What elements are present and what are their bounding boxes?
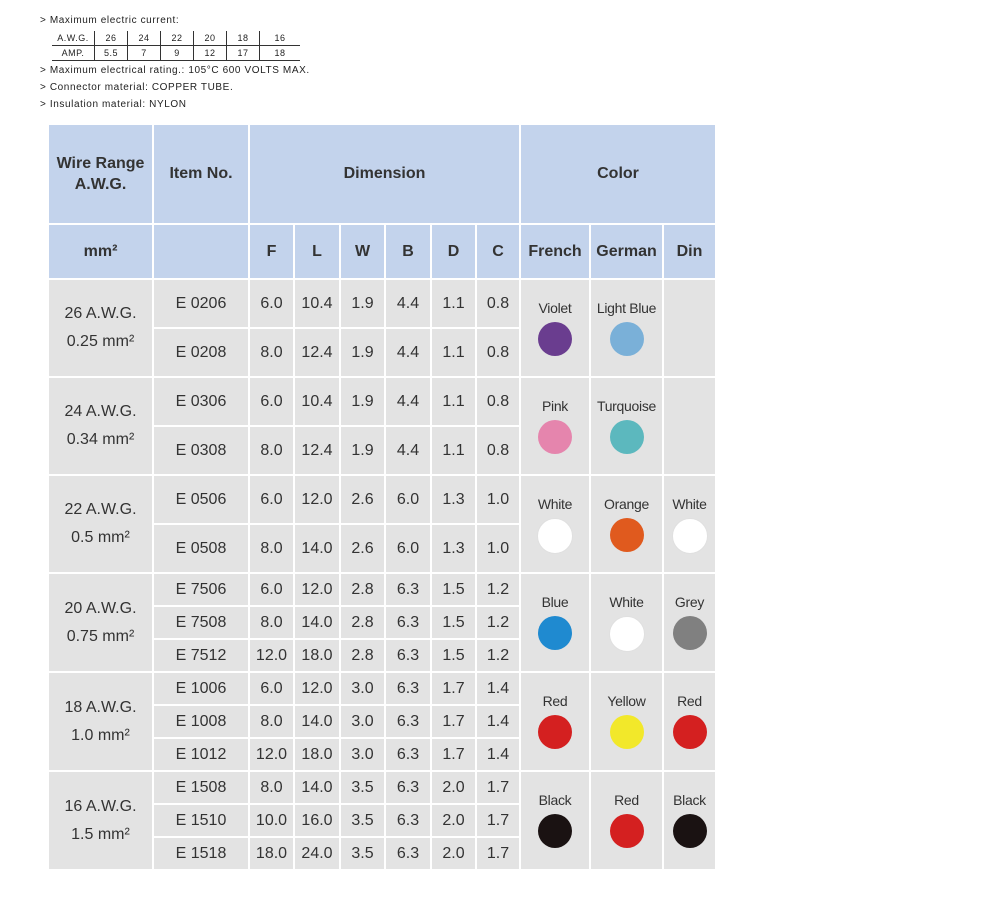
color-swatch [673,814,707,848]
dim-w: 2.6 [341,476,384,523]
color-swatch [538,322,572,356]
item-number: E 0506 [154,476,248,523]
amp-value: 7 [128,46,161,61]
awg-value: 22 [161,31,194,46]
awg-row [52,31,300,46]
item-number: E 0508 [154,525,248,572]
color-label: Red [542,693,568,709]
dim-b: 4.4 [386,378,430,425]
table-row [49,476,715,523]
dim-b: 6.0 [386,476,430,523]
color-swatch [610,420,644,454]
dim-b: 6.3 [386,772,430,803]
dim-d: 1.1 [432,427,475,474]
dim-b: 6.3 [386,607,430,638]
color-french [521,378,589,474]
dim-l: 12.0 [295,673,339,704]
dim-l: 14.0 [295,607,339,638]
dim-w: 3.5 [341,838,384,869]
color-french [521,280,589,376]
header-blank [154,225,248,278]
dim-l: 12.0 [295,574,339,605]
item-number: E 0306 [154,378,248,425]
dim-w: 3.0 [341,706,384,737]
color-swatch [610,715,644,749]
dim-b: 6.3 [386,838,430,869]
wire-range-cell [49,378,152,474]
header-dimension: Dimension [250,125,519,223]
dim-c: 1.7 [477,772,519,803]
dim-d: 2.0 [432,838,475,869]
dim-w: 2.8 [341,640,384,671]
wire-range-cell [49,673,152,770]
header-color: Color [521,125,715,223]
color-french [521,574,589,671]
awg-size: 22 A.W.G. [64,501,137,518]
color-din [664,772,715,869]
color-din [664,280,715,376]
color-swatch [538,715,572,749]
item-number: E 1006 [154,673,248,704]
dim-w: 1.9 [341,329,384,376]
dim-c: 1.2 [477,607,519,638]
dim-w: 1.9 [341,378,384,425]
dim-w: 1.9 [341,280,384,327]
header-mm2: mm² [49,225,152,278]
dim-f: 18.0 [250,838,293,869]
mm2-size: 1.5 mm² [71,825,130,843]
dim-c: 1.0 [477,476,519,523]
color-label: White [537,496,573,512]
dim-f: 8.0 [250,772,293,803]
dim-b: 6.3 [386,673,430,704]
dim-f: 6.0 [250,673,293,704]
awg-label: A.W.G. [52,31,95,46]
color-swatch [537,518,573,554]
dim-b: 6.3 [386,640,430,671]
awg-size: 26 A.W.G. [64,305,137,322]
awg-amp-table [52,31,300,61]
dim-l: 16.0 [295,805,339,836]
header-item-no: Item No. [154,125,248,223]
wire-range-cell [49,280,152,376]
color-label: Violet [538,300,572,316]
header-l: L [295,225,339,278]
color-label: White [672,496,707,512]
table-row [49,280,715,327]
dim-b: 4.4 [386,329,430,376]
color-french [521,772,589,869]
dim-f: 12.0 [250,739,293,770]
dim-c: 0.8 [477,329,519,376]
dim-b: 6.0 [386,525,430,572]
color-label: Red [677,693,702,709]
dim-b: 6.3 [386,739,430,770]
amp-row [52,46,300,61]
dim-l: 14.0 [295,525,339,572]
color-swatch [672,518,708,554]
color-swatch [538,420,572,454]
color-din [664,574,715,671]
awg-value: 16 [260,31,301,46]
color-german [591,378,662,474]
dim-d: 1.7 [432,706,475,737]
spec-list-lower [40,62,310,113]
dim-w: 3.0 [341,673,384,704]
awg-size: 18 A.W.G. [64,698,137,716]
dim-c: 1.2 [477,574,519,605]
color-label: Orange [604,496,649,512]
header-french: French [521,225,589,278]
amp-value: 17 [227,46,260,61]
item-number: E 7512 [154,640,248,671]
dim-f: 6.0 [250,280,293,327]
header-row-1 [49,125,715,223]
dim-c: 1.4 [477,673,519,704]
color-swatch [673,715,707,749]
dim-w: 3.0 [341,739,384,770]
dim-l: 14.0 [295,772,339,803]
mm2-size: 1.0 mm² [71,726,130,744]
header-d: D [432,225,475,278]
dim-d: 1.3 [432,525,475,572]
dim-d: 1.5 [432,640,475,671]
dim-l: 18.0 [295,640,339,671]
dim-c: 1.0 [477,525,519,572]
spec-rating: > Maximum electrical rating.: 105°C 600 VOLTS MAX. [40,65,310,76]
dim-d: 1.5 [432,607,475,638]
dim-d: 1.1 [432,378,475,425]
awg-size: 20 A.W.G. [64,599,137,617]
dim-d: 1.1 [432,280,475,327]
item-number: E 1510 [154,805,248,836]
color-label: Red [614,792,639,808]
item-number: E 7508 [154,607,248,638]
color-french [521,476,589,572]
header-f: F [250,225,293,278]
awg-value: 26 [95,31,128,46]
dim-w: 2.8 [341,574,384,605]
color-german [591,574,662,671]
header-din: Din [664,225,715,278]
dim-d: 1.3 [432,476,475,523]
color-label: Turquoise [596,398,657,414]
dim-w: 3.5 [341,805,384,836]
dim-c: 1.2 [477,640,519,671]
header-w: W [341,225,384,278]
color-label: Black [673,792,706,808]
header-german: German [591,225,662,278]
spec-current-label: > Maximum electric current: [40,15,180,26]
spec-connector: > Connector material: COPPER TUBE. [40,82,234,93]
dim-f: 8.0 [250,525,293,572]
color-label: Yellow [607,693,646,709]
dim-f: 12.0 [250,640,293,671]
dim-f: 10.0 [250,805,293,836]
dim-d: 1.5 [432,574,475,605]
item-number: E 1008 [154,706,248,737]
item-number: E 0208 [154,329,248,376]
table-row [49,574,715,605]
header-row-2 [49,225,715,278]
mm2-size: 0.25 mm² [66,333,135,350]
dim-b: 4.4 [386,427,430,474]
awg-size: 24 A.W.G. [64,403,137,420]
wire-range-cell [49,772,152,869]
dim-c: 0.8 [477,280,519,327]
awg-value: 18 [227,31,260,46]
mm2-size: 0.75 mm² [66,627,135,645]
item-number: E 1508 [154,772,248,803]
dim-d: 1.7 [432,739,475,770]
dim-d: 2.0 [432,805,475,836]
header-c: C [477,225,519,278]
color-label: White [609,594,644,610]
color-swatch [610,518,644,552]
color-german [591,280,662,376]
item-number: E 1518 [154,838,248,869]
dim-c: 1.4 [477,706,519,737]
color-german [591,673,662,770]
header-b: B [386,225,430,278]
dim-f: 6.0 [250,378,293,425]
color-german [591,772,662,869]
color-german [591,476,662,572]
item-number: E 7506 [154,574,248,605]
color-label: Pink [541,398,569,414]
amp-value: 18 [260,46,301,61]
dim-l: 10.4 [295,378,339,425]
dim-c: 1.7 [477,838,519,869]
color-din [664,476,715,572]
dim-d: 1.1 [432,329,475,376]
wire-range-cell [49,574,152,671]
dim-l: 12.4 [295,427,339,474]
color-label: Black [538,792,572,808]
amp-label: AMP. [52,46,95,61]
dim-w: 3.5 [341,772,384,803]
color-french [521,673,589,770]
dim-l: 24.0 [295,838,339,869]
dim-f: 8.0 [250,427,293,474]
dim-f: 8.0 [250,329,293,376]
dim-f: 8.0 [250,706,293,737]
table-row [49,673,715,704]
amp-value: 9 [161,46,194,61]
awg-value: 24 [128,31,161,46]
color-swatch [673,616,707,650]
color-din [664,673,715,770]
awg-value: 20 [194,31,227,46]
color-label: Light Blue [596,300,657,316]
wire-range-cell [49,476,152,572]
dim-b: 4.4 [386,280,430,327]
dim-w: 2.6 [341,525,384,572]
dim-c: 0.8 [477,378,519,425]
dim-b: 6.3 [386,706,430,737]
color-swatch [609,616,645,652]
amp-value: 5.5 [95,46,128,61]
dim-d: 1.7 [432,673,475,704]
dim-d: 2.0 [432,772,475,803]
mm2-size: 0.5 mm² [71,529,130,546]
color-swatch [538,616,572,650]
color-swatch [538,814,572,848]
item-number: E 0308 [154,427,248,474]
color-swatch [610,814,644,848]
table-row [49,378,715,425]
dim-f: 6.0 [250,574,293,605]
item-number: E 0206 [154,280,248,327]
terminal-spec-table [47,123,717,871]
dim-l: 12.4 [295,329,339,376]
spec-list [40,12,179,29]
color-label: Blue [541,594,569,610]
dim-c: 0.8 [477,427,519,474]
color-din [664,378,715,474]
dim-w: 2.8 [341,607,384,638]
table-row [49,772,715,803]
color-swatch [610,322,644,356]
dim-f: 8.0 [250,607,293,638]
spec-insulation: > Insulation material: NYLON [40,99,187,110]
awg-size: 16 A.W.G. [64,797,137,815]
dim-c: 1.7 [477,805,519,836]
dim-l: 18.0 [295,739,339,770]
dim-w: 1.9 [341,427,384,474]
dim-l: 10.4 [295,280,339,327]
dim-b: 6.3 [386,574,430,605]
amp-value: 12 [194,46,227,61]
dim-c: 1.4 [477,739,519,770]
item-number: E 1012 [154,739,248,770]
dim-l: 14.0 [295,706,339,737]
dim-b: 6.3 [386,805,430,836]
dim-f: 6.0 [250,476,293,523]
header-wire-range: Wire Range A.W.G. [49,125,152,223]
dim-l: 12.0 [295,476,339,523]
color-label: Grey [674,594,705,610]
mm2-size: 0.34 mm² [66,431,135,448]
